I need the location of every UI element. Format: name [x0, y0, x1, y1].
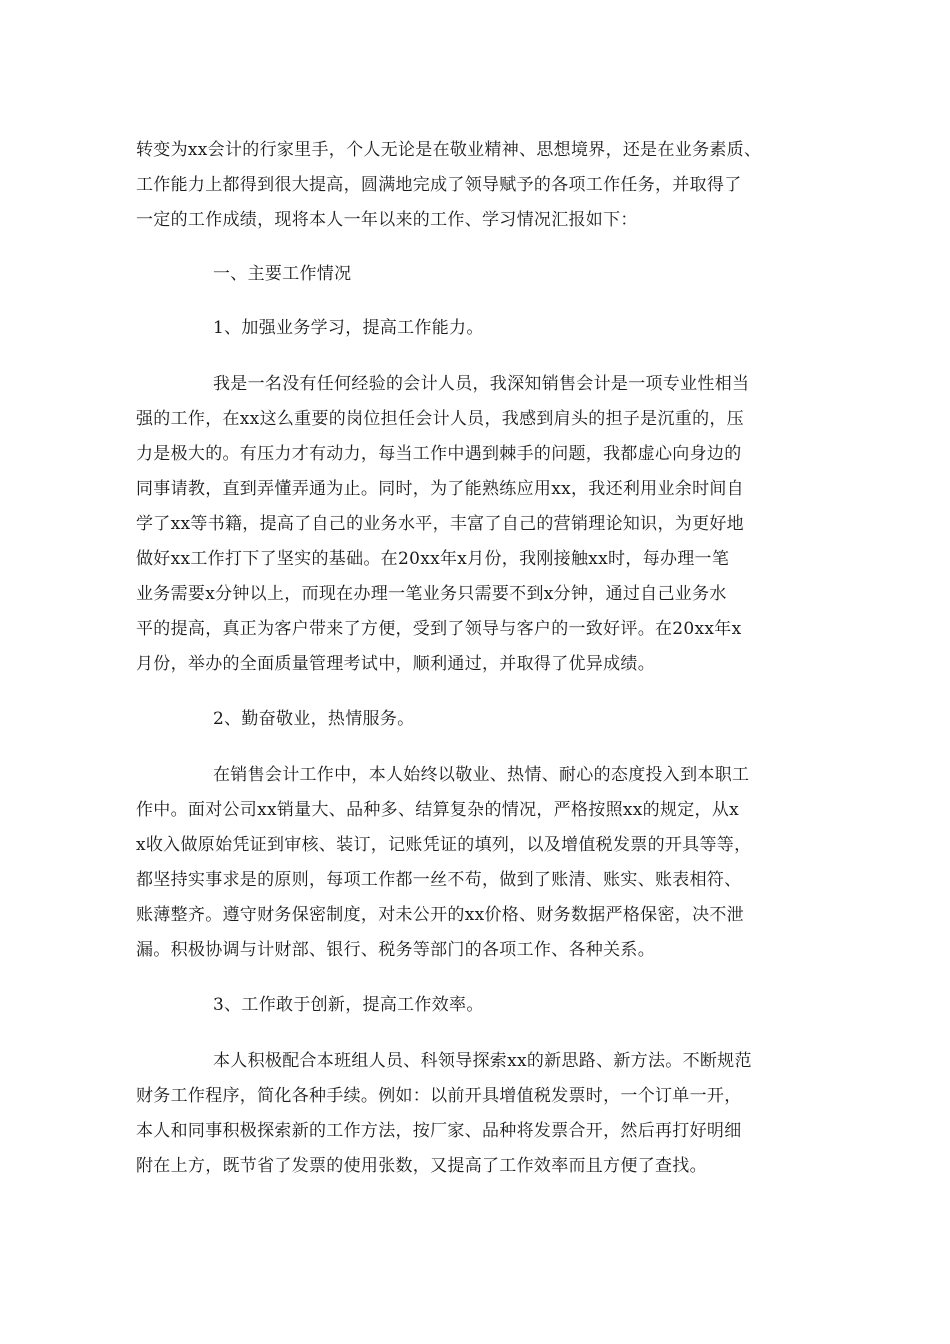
item1-line: 做好xx工作打下了坚实的基础。在20xx年x月份，我刚接触xx时，每办理一笔 [136, 549, 730, 569]
item2-line: x收入做原始凭证到审核、装订，记账凭证的填列，以及增值税发票的开具等等， [136, 835, 752, 855]
intro-line: 工作能力上都得到很大提高，圆满地完成了领导赋予的各项工作任务，并取得了 [136, 175, 742, 195]
item1-heading: 1、加强业务学习，提高工作能力。 [213, 318, 484, 338]
item1-line: 力是极大的。有压力才有动力，每当工作中遇到棘手的问题，我都虚心向身边的 [136, 444, 742, 464]
intro-line: 一定的工作成绩，现将本人一年以来的工作、学习情况汇报如下： [136, 210, 638, 230]
item1-line: 业务需要x分钟以上，而现在办理一笔业务只需要不到x分钟，通过自己业务水 [136, 584, 727, 604]
item2-line: 在销售会计工作中，本人始终以敬业、热情、耐心的态度投入到本职工 [213, 765, 750, 785]
item1-line: 同事请教，直到弄懂弄通为止。同时，为了能熟练应用xx，我还利用业余时间自 [136, 479, 744, 499]
item1-line: 学了xx等书籍，提高了自己的业务水平，丰富了自己的营销理论知识，为更好地 [136, 514, 744, 534]
item2-line: 漏。积极协调与计财部、银行、税务等部门的各项工作、各种关系。 [136, 940, 655, 960]
item1-line: 强的工作，在xx这么重要的岗位担任会计人员，我感到肩头的担子是沉重的，压 [136, 409, 744, 429]
item3-line: 财务工作程序，简化各种手续。例如：以前开具增值税发票时，一个订单一开， [136, 1086, 742, 1106]
item3-line: 本人积极配合本班组人员、科领导探索xx的新思路、新方法。不断规范 [213, 1051, 752, 1071]
item1-paragraph [136, 367, 836, 682]
intro-line: 转变为xx会计的行家里手，个人无论是在敬业精神、思想境界，还是在业务素质、 [136, 140, 762, 160]
item1-line: 月份，举办的全面质量管理考试中，顺利通过，并取得了优异成绩。 [136, 654, 655, 674]
intro-paragraph [136, 133, 836, 238]
item2-line: 账薄整齐。遵守财务保密制度，对未公开的xx价格、财务数据严格保密，决不泄 [136, 905, 744, 925]
item2-line: 作中。面对公司xx销量大、品种多、结算复杂的情况，严格按照xx的规定，从x [136, 800, 740, 820]
section-heading: 一、主要工作情况 [213, 264, 352, 284]
item3-line: 附在上方，既节省了发票的使用张数，又提高了工作效率而且方便了查找。 [136, 1156, 707, 1176]
item1-line: 我是一名没有任何经验的会计人员，我深知销售会计是一项专业性相当 [213, 374, 750, 394]
item3-heading: 3、工作敢于创新，提高工作效率。 [213, 995, 484, 1015]
item2-paragraph [136, 758, 836, 968]
item1-line: 平的提高，真正为客户带来了方便，受到了领导与客户的一致好评。在20xx年x [136, 619, 742, 639]
item2-heading: 2、勤奋敬业，热情服务。 [213, 709, 415, 729]
item3-line: 本人和同事积极探索新的工作方法，按厂家、品种将发票合开，然后再打好明细 [136, 1121, 742, 1141]
item2-line: 都坚持实事求是的原则，每项工作都一丝不苟，做到了账清、账实、账表相符、 [136, 870, 742, 890]
item3-paragraph [136, 1044, 836, 1184]
